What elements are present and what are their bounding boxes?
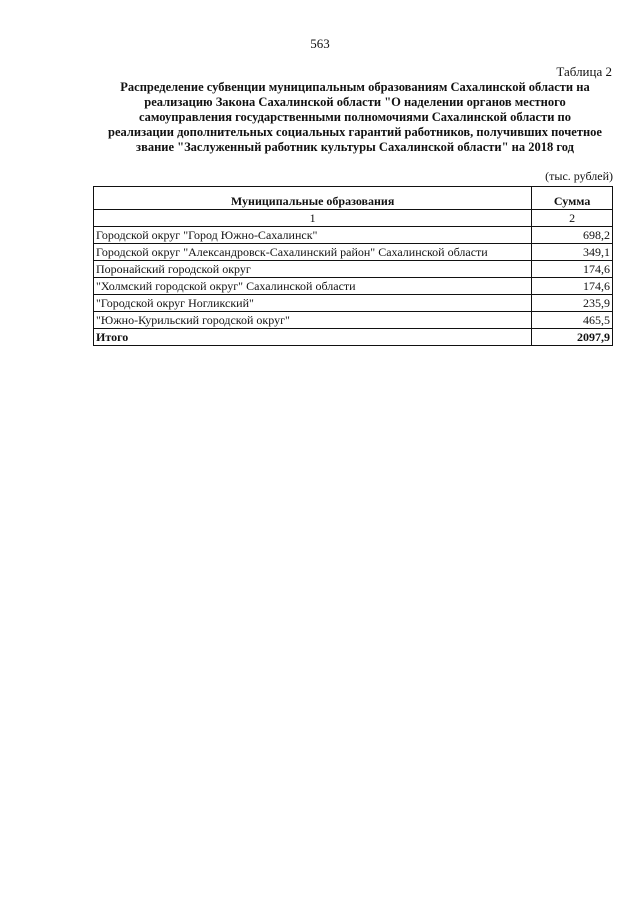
page-number: 563 (310, 36, 330, 51)
sum-value: 349,1 (532, 244, 613, 261)
title-line: самоуправления государственными полномочиями Сахалинской области по (138, 110, 571, 124)
subvention-table (93, 186, 613, 346)
column-numbers-row (94, 210, 613, 227)
title-line: звание "Заслуженный работник культуры Сахалинской области" на 2018 год (136, 140, 574, 154)
table-header-row (94, 187, 613, 210)
total-row (94, 329, 613, 346)
header-sum: Сумма (532, 187, 613, 210)
municipality-name: Поронайский городской округ (94, 261, 532, 278)
header-municipality: Муниципальные образования (94, 187, 532, 210)
table-row (94, 244, 613, 261)
municipality-name: Городской округ "Александровск-Сахалинский район" Сахалинской области (94, 244, 532, 261)
title-line: Распределение субвенции муниципальным образованиям Сахалинской области на (120, 80, 590, 94)
sum-value: 465,5 (532, 312, 613, 329)
column-number: 1 (94, 210, 532, 227)
table-row (94, 261, 613, 278)
municipality-name: "Городской округ Ногликский" (94, 295, 532, 312)
title-line: реализации дополнительных социальных гарантий работников, получивших почетное (108, 125, 602, 139)
municipality-name: "Южно-Курильский городской округ" (94, 312, 532, 329)
municipality-name: Городской округ "Город Южно-Сахалинск" (94, 227, 532, 244)
sum-value: 174,6 (532, 278, 613, 295)
document-title (95, 80, 615, 155)
units-label: (тыс. рублей) (545, 169, 613, 183)
table-label: Таблица 2 (556, 64, 612, 79)
title-line: реализацию Закона Сахалинской области "О наделении органов местного (144, 95, 566, 109)
total-value: 2097,9 (532, 329, 613, 346)
table-row (94, 295, 613, 312)
table-row (94, 278, 613, 295)
sum-value: 235,9 (532, 295, 613, 312)
total-label: Итого (94, 329, 532, 346)
column-number: 2 (532, 210, 613, 227)
municipality-name: "Холмский городской округ" Сахалинской области (94, 278, 532, 295)
table-row (94, 312, 613, 329)
sum-value: 174,6 (532, 261, 613, 278)
sum-value: 698,2 (532, 227, 613, 244)
table-row (94, 227, 613, 244)
